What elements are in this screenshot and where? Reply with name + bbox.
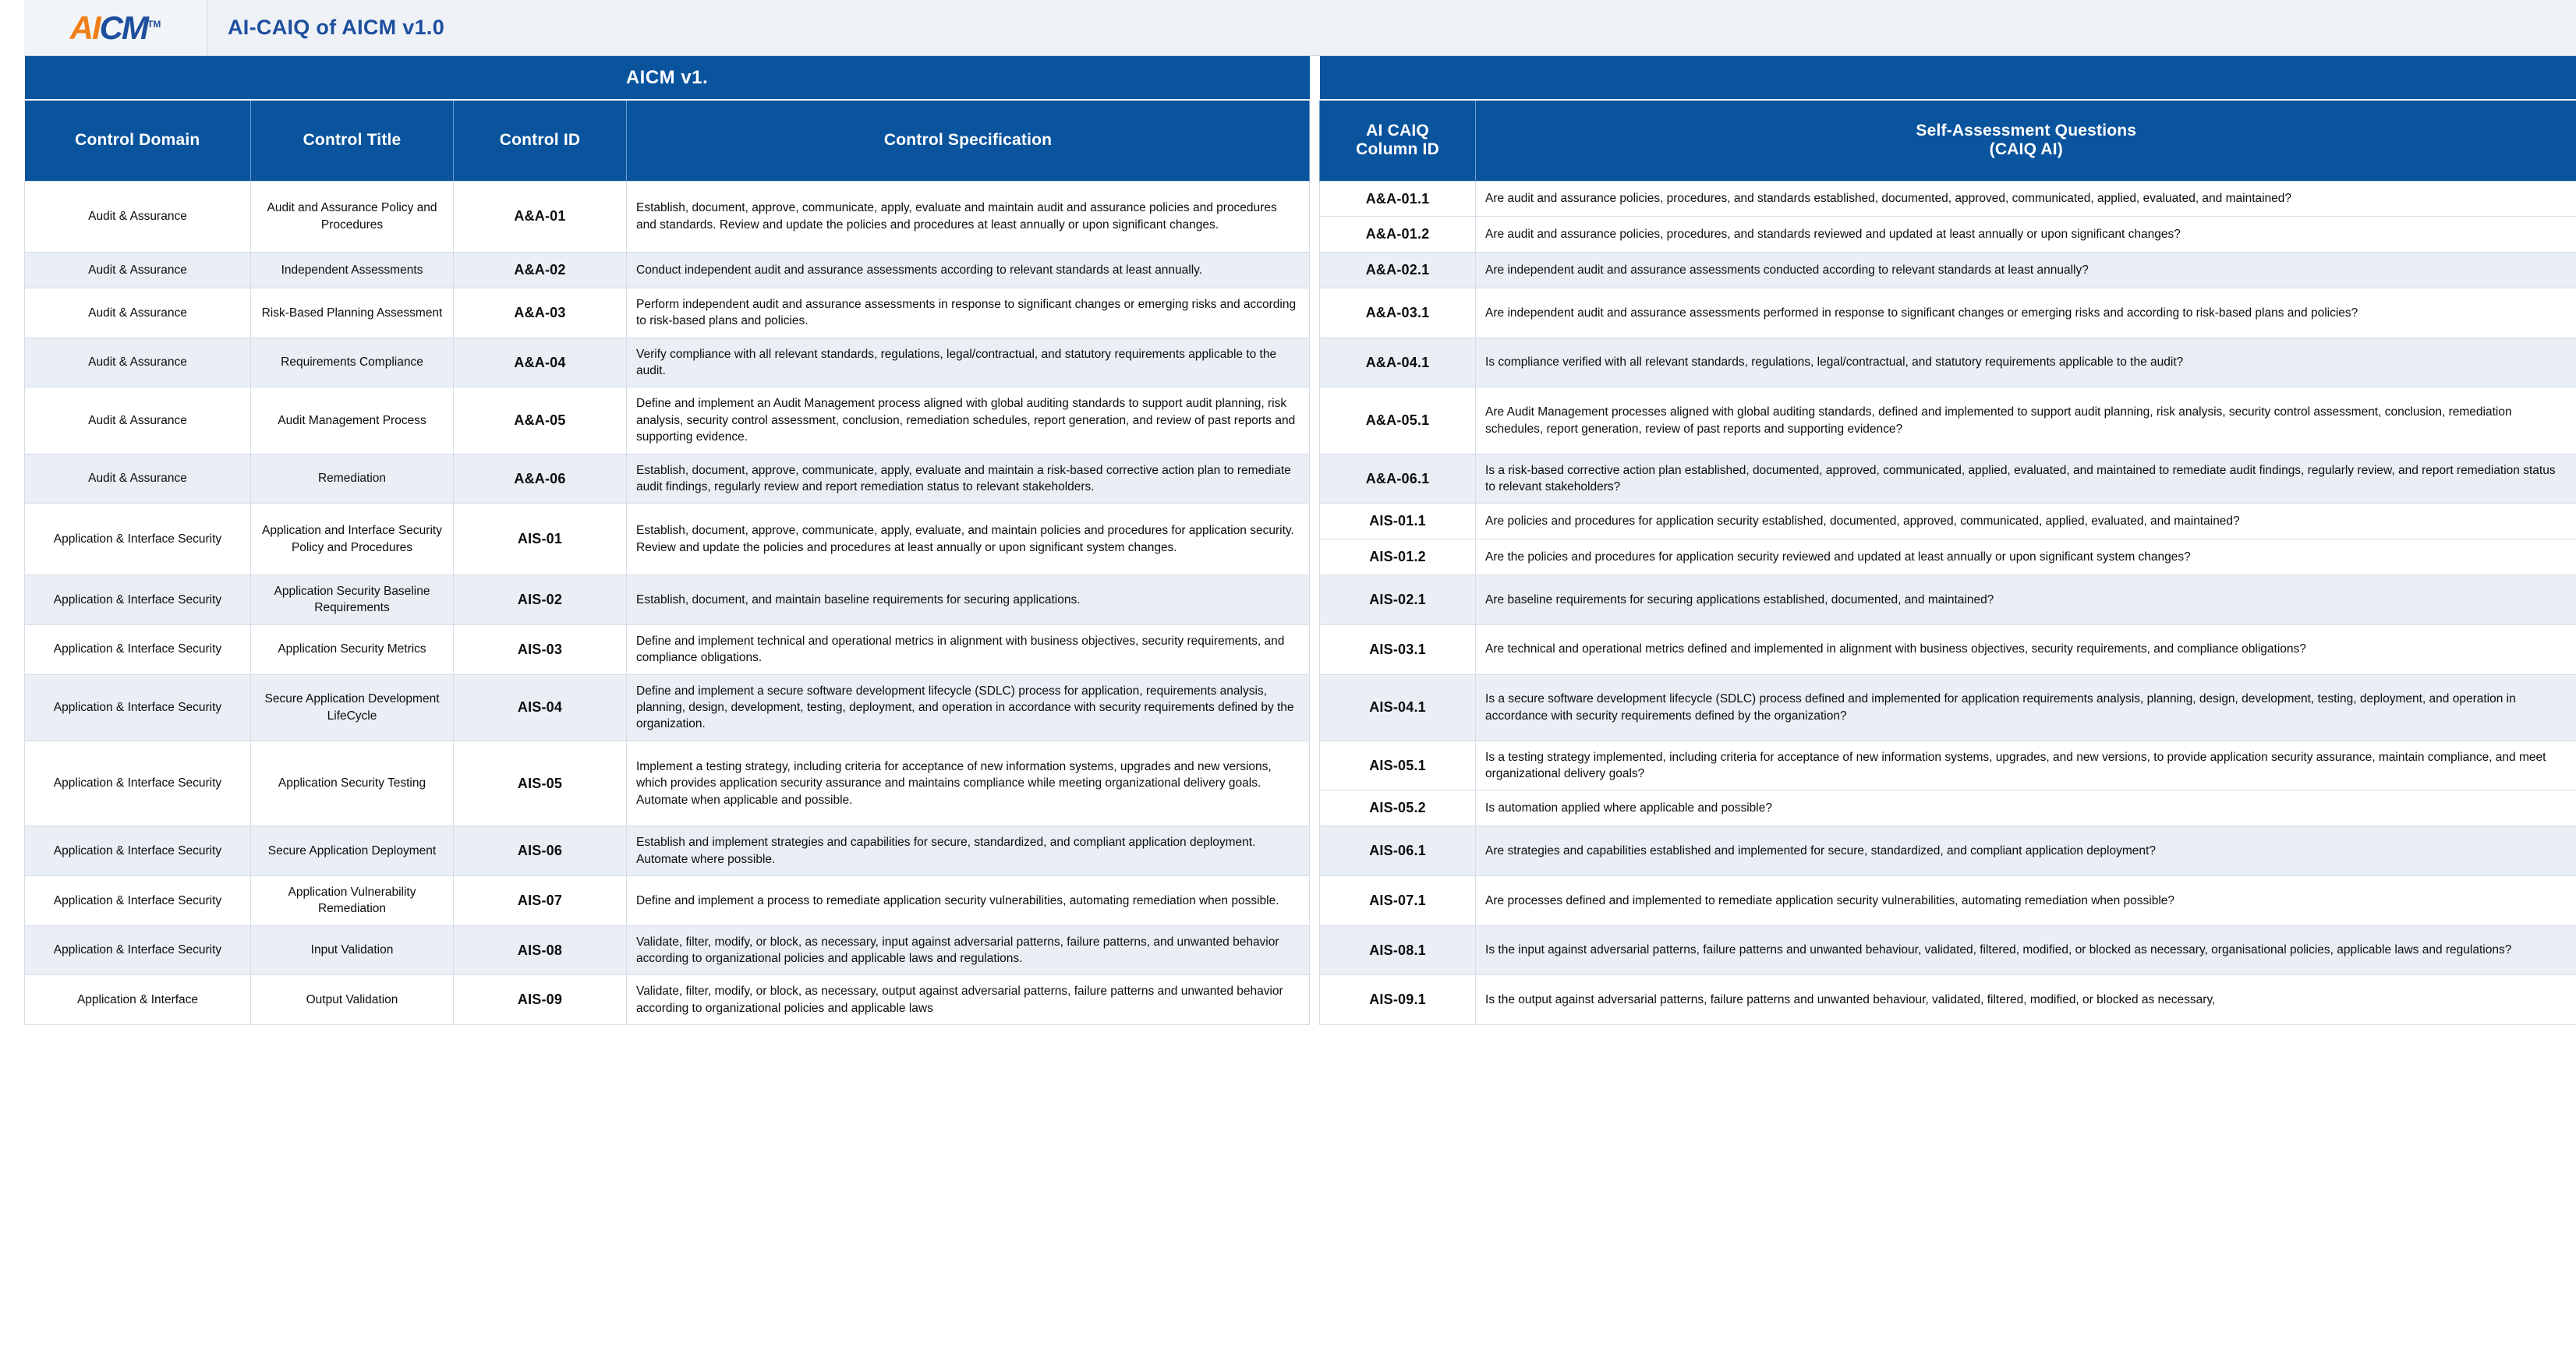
cell-control-domain: Application & Interface Security xyxy=(25,826,251,876)
cell-ai-caiq-column-id: AIS-05.2 xyxy=(1320,790,1476,826)
cell-control-domain: Audit & Assurance xyxy=(25,387,251,454)
table-row xyxy=(25,454,2576,504)
cell-control-domain: Application & Interface Security xyxy=(25,575,251,625)
cell-gap xyxy=(1310,504,1320,575)
cell-self-assessment-question: Are audit and assurance policies, procedures, and standards reviewed and updated at least annually or upon significant changes? xyxy=(1476,217,2576,253)
cell-control-specification: Define and implement a process to remediate application security vulnerabilities, automating remediation when possible. xyxy=(627,875,1310,925)
cell-gap xyxy=(1310,925,1320,975)
cell-ai-caiq-column-id: A&A-04.1 xyxy=(1320,338,1476,387)
logo-cm-text: CM xyxy=(99,9,147,46)
app-header xyxy=(24,0,2576,56)
cell-ai-caiq-column-id: AIS-01.1 xyxy=(1320,504,1476,539)
cell-control-specification: Establish, document, approve, communicate, apply, evaluate and maintain audit and assurance policies and procedures and standards. Review and update the policies and procedures at least annually or upon significant changes. xyxy=(627,181,1310,253)
cell-control-title: Secure Application Development LifeCycle xyxy=(251,674,454,741)
cell-control-title: Application Vulnerability Remediation xyxy=(251,875,454,925)
cell-gap xyxy=(1310,674,1320,741)
table-row xyxy=(25,875,2576,925)
cell-control-title: Audit Management Process xyxy=(251,387,454,454)
cell-ai-caiq-column-id: A&A-06.1 xyxy=(1320,454,1476,504)
cell-control-id: AIS-09 xyxy=(454,975,627,1025)
cell-control-specification: Define and implement technical and operational metrics in alignment with business objectives, security requirements, and compliance obligations. xyxy=(627,624,1310,674)
cell-ai-caiq-column-id: AIS-01.2 xyxy=(1320,539,1476,575)
cell-self-assessment-question: Is a secure software development lifecycle (SDLC) process defined and implemented for application requirements analysis, planning, design, development, testing, deployment, and operation in accordance with security requirements defined by the organization? xyxy=(1476,674,2576,741)
brand-logo xyxy=(24,0,207,55)
cell-control-domain: Application & Interface Security xyxy=(25,674,251,741)
col-header-ai-caiq-line2: Column ID xyxy=(1356,140,1439,159)
cell-gap xyxy=(1310,975,1320,1025)
cell-self-assessment-question: Are processes defined and implemented to remediate application security vulnerabilities, automating remediation when possible? xyxy=(1476,875,2576,925)
cell-control-specification: Implement a testing strategy, including criteria for acceptance of new information systems, upgrades and new versions, which provides application security assurance and maintains compliance while meeting organizational delivery goals. Automate when applicable and possible. xyxy=(627,741,1310,826)
cell-control-specification: Conduct independent audit and assurance assessments according to relevant standards at least annually. xyxy=(627,253,1310,288)
cell-ai-caiq-column-id: A&A-02.1 xyxy=(1320,253,1476,288)
cell-control-domain: Audit & Assurance xyxy=(25,253,251,288)
cell-control-specification: Validate, filter, modify, or block, as necessary, input against adversarial patterns, failure patterns, and unwanted behavior according to organizational policies and applicable laws and regulations. xyxy=(627,925,1310,975)
cell-control-id: AIS-04 xyxy=(454,674,627,741)
cell-self-assessment-question: Are Audit Management processes aligned with global auditing standards, defined and implemented to support audit planning, risk analysis, security control assessment, conclusion, remediation schedules, report generation, review of past reports and supporting evidence? xyxy=(1476,387,2576,454)
cell-gap xyxy=(1310,624,1320,674)
cell-control-id: A&A-05 xyxy=(454,387,627,454)
cell-control-title: Requirements Compliance xyxy=(251,338,454,387)
cell-control-domain: Application & Interface Security xyxy=(25,925,251,975)
cell-self-assessment-question: Is a risk-based corrective action plan established, documented, approved, communicated, applied, evaluated, and maintained to remediate audit findings, regularly review, and report remediation status to relevant stakeholders? xyxy=(1476,454,2576,504)
cell-gap xyxy=(1310,826,1320,876)
col-header-self-assessment-questions[interactable] xyxy=(1476,100,2576,181)
cell-self-assessment-question: Is the input against adversarial patterns, failure patterns and unwanted behaviour, validated, filtered, modified, or blocked as necessary, organisational policies, applicable laws and regulations? xyxy=(1476,925,2576,975)
cell-ai-caiq-column-id: AIS-09.1 xyxy=(1320,975,1476,1025)
cell-ai-caiq-column-id: AIS-06.1 xyxy=(1320,826,1476,876)
cell-gap xyxy=(1310,387,1320,454)
cell-control-title: Application and Interface Security Policy and Procedures xyxy=(251,504,454,575)
cell-control-title: Secure Application Deployment xyxy=(251,826,454,876)
cell-self-assessment-question: Is the output against adversarial patterns, failure patterns and unwanted behaviour, validated, filtered, modified, or blocked as necessary, xyxy=(1476,975,2576,1025)
cell-control-id: AIS-05 xyxy=(454,741,627,826)
cell-control-domain: Audit & Assurance xyxy=(25,181,251,253)
cell-control-id: AIS-07 xyxy=(454,875,627,925)
cell-self-assessment-question: Is a testing strategy implemented, including criteria for acceptance of new information systems, upgrades, and new versions, to provide application security assurance, maintain compliance, and meet organizational delivery goals? xyxy=(1476,741,2576,790)
cell-control-id: A&A-04 xyxy=(454,338,627,387)
cell-control-domain: Audit & Assurance xyxy=(25,454,251,504)
col-header-control-title[interactable]: Control Title xyxy=(251,100,454,181)
cell-self-assessment-question: Are the policies and procedures for application security reviewed and updated at least annually or upon significant system changes? xyxy=(1476,539,2576,575)
cell-self-assessment-question: Are technical and operational metrics defined and implemented in alignment with business objectives, security requirements, and compliance obligations? xyxy=(1476,624,2576,674)
cell-control-domain: Audit & Assurance xyxy=(25,338,251,387)
cell-gap xyxy=(1310,454,1320,504)
caiq-table xyxy=(24,56,2576,1025)
cell-self-assessment-question: Is compliance verified with all relevant standards, regulations, legal/contractual, and statutory requirements applicable to the audit? xyxy=(1476,338,2576,387)
cell-gap xyxy=(1310,575,1320,625)
table-row xyxy=(25,181,2576,217)
table-row xyxy=(25,338,2576,387)
col-header-ai-caiq-line1: AI CAIQ xyxy=(1366,122,1429,140)
cell-ai-caiq-column-id: AIS-08.1 xyxy=(1320,925,1476,975)
cell-control-title: Risk-Based Planning Assessment xyxy=(251,288,454,338)
cell-control-id: AIS-01 xyxy=(454,504,627,575)
cell-control-id: A&A-03 xyxy=(454,288,627,338)
cell-control-title: Remediation xyxy=(251,454,454,504)
band-gap xyxy=(1310,56,1320,100)
cell-control-title: Application Security Baseline Requirements xyxy=(251,575,454,625)
cell-ai-caiq-column-id: AIS-07.1 xyxy=(1320,875,1476,925)
cell-control-specification: Define and implement a secure software development lifecycle (SDLC) process for application, requirements analysis, planning, design, development, testing, deployment, and operation in accordance with security requirements defined by the organization. xyxy=(627,674,1310,741)
table-body xyxy=(25,181,2576,1025)
cell-control-specification: Establish, document, approve, communicate, apply, evaluate, and maintain policies and procedures for application security. Review and update the policies and procedures at least annually or upon significant system changes. xyxy=(627,504,1310,575)
trademark-icon: TM xyxy=(147,18,161,30)
cell-control-id: AIS-02 xyxy=(454,575,627,625)
table-column-header-row xyxy=(25,100,2576,181)
cell-control-domain: Application & Interface Security xyxy=(25,741,251,826)
cell-control-id: AIS-06 xyxy=(454,826,627,876)
cell-control-specification: Establish and implement strategies and capabilities for secure, standardized, and compliant application deployment. Automate where possible. xyxy=(627,826,1310,876)
cell-ai-caiq-column-id: A&A-03.1 xyxy=(1320,288,1476,338)
cell-ai-caiq-column-id: A&A-05.1 xyxy=(1320,387,1476,454)
cell-control-title: Output Validation xyxy=(251,975,454,1025)
cell-gap xyxy=(1310,875,1320,925)
aicm-logo-mark xyxy=(69,9,161,46)
cell-self-assessment-question: Are strategies and capabilities established and implemented for secure, standardized, and compliant application deployment? xyxy=(1476,826,2576,876)
cell-control-title: Independent Assessments xyxy=(251,253,454,288)
table-row xyxy=(25,288,2576,338)
cell-control-id: A&A-01 xyxy=(454,181,627,253)
cell-ai-caiq-column-id: AIS-03.1 xyxy=(1320,624,1476,674)
table-row xyxy=(25,504,2576,539)
cell-ai-caiq-column-id: AIS-05.1 xyxy=(1320,741,1476,790)
caiq-table-container xyxy=(24,56,2576,1025)
table-row xyxy=(25,674,2576,741)
cell-control-domain: Application & Interface Security xyxy=(25,875,251,925)
cell-gap xyxy=(1310,741,1320,826)
cell-control-id: A&A-06 xyxy=(454,454,627,504)
cell-ai-caiq-column-id: A&A-01.1 xyxy=(1320,181,1476,217)
col-header-control-id[interactable]: Control ID xyxy=(454,100,627,181)
page-title: AI-CAIQ of AICM v1.0 xyxy=(228,16,445,39)
table-row xyxy=(25,975,2576,1025)
cell-self-assessment-question: Are independent audit and assurance assessments performed in response to significant changes or emerging risks and according to risk-based plans and policies? xyxy=(1476,288,2576,338)
cell-control-title: Application Security Metrics xyxy=(251,624,454,674)
cell-control-title: Audit and Assurance Policy and Procedures xyxy=(251,181,454,253)
cell-control-specification: Verify compliance with all relevant standards, regulations, legal/contractual, and statutory requirements applicable to the audit. xyxy=(627,338,1310,387)
cell-control-specification: Define and implement an Audit Management process aligned with global auditing standards to support audit planning, risk analysis, security control assessment, conclusion, remediation schedules, report generation, and review of past reports and supporting evidence. xyxy=(627,387,1310,454)
cell-control-domain: Application & Interface xyxy=(25,975,251,1025)
logo-ai-text: AI xyxy=(69,9,100,46)
col-header-self-assessment-line2: (CAIQ AI) xyxy=(1989,140,2063,159)
cell-self-assessment-question: Are independent audit and assurance assessments conducted according to relevant standards at least annually? xyxy=(1476,253,2576,288)
cell-gap xyxy=(1310,253,1320,288)
table-row xyxy=(25,253,2576,288)
cell-ai-caiq-column-id: A&A-01.2 xyxy=(1320,217,1476,253)
cell-control-id: AIS-03 xyxy=(454,624,627,674)
table-row xyxy=(25,624,2576,674)
table-row xyxy=(25,741,2576,790)
band-title-aicm: AICM v1. xyxy=(25,56,1310,100)
cell-control-id: AIS-08 xyxy=(454,925,627,975)
cell-gap xyxy=(1310,288,1320,338)
cell-control-domain: Application & Interface Security xyxy=(25,504,251,575)
cell-control-title: Application Security Testing xyxy=(251,741,454,826)
cell-gap xyxy=(1310,338,1320,387)
col-header-control-specification[interactable]: Control Specification xyxy=(627,100,1310,181)
col-header-gap xyxy=(1310,100,1320,181)
table-row xyxy=(25,826,2576,876)
cell-control-specification: Perform independent audit and assurance assessments in response to significant changes or emerging risks and according to risk-based plans and policies. xyxy=(627,288,1310,338)
cell-control-id: A&A-02 xyxy=(454,253,627,288)
cell-control-title: Input Validation xyxy=(251,925,454,975)
table-band-row xyxy=(25,56,2576,100)
table-header xyxy=(25,56,2576,181)
band-blank-caiqid xyxy=(1320,56,1476,100)
band-blank-questions xyxy=(1476,56,2576,100)
table-row xyxy=(25,925,2576,975)
cell-control-domain: Audit & Assurance xyxy=(25,288,251,338)
cell-ai-caiq-column-id: AIS-02.1 xyxy=(1320,575,1476,625)
cell-gap xyxy=(1310,181,1320,253)
cell-self-assessment-question: Is automation applied where applicable and possible? xyxy=(1476,790,2576,826)
cell-self-assessment-question: Are baseline requirements for securing applications established, documented, and maintained? xyxy=(1476,575,2576,625)
cell-control-domain: Application & Interface Security xyxy=(25,624,251,674)
col-header-control-domain[interactable]: Control Domain xyxy=(25,100,251,181)
cell-self-assessment-question: Are audit and assurance policies, procedures, and standards established, documented, approved, communicated, applied, evaluated, and maintained? xyxy=(1476,181,2576,217)
cell-control-specification: Establish, document, approve, communicate, apply, evaluate and maintain a risk-based corrective action plan to remediate audit findings, regularly review and report remediation status to relevant stakeholders. xyxy=(627,454,1310,504)
cell-ai-caiq-column-id: AIS-04.1 xyxy=(1320,674,1476,741)
table-row xyxy=(25,575,2576,625)
cell-control-specification: Validate, filter, modify, or block, as necessary, output against adversarial patterns, failure patterns and unwanted behavior according to organizational policies and applicable laws xyxy=(627,975,1310,1025)
table-row xyxy=(25,387,2576,454)
cell-self-assessment-question: Are policies and procedures for application security established, documented, approved, communicated, applied, evaluated, and maintained? xyxy=(1476,504,2576,539)
cell-control-specification: Establish, document, and maintain baseline requirements for securing applications. xyxy=(627,575,1310,625)
col-header-ai-caiq-column-id[interactable] xyxy=(1320,100,1476,181)
col-header-self-assessment-line1: Self-Assessment Questions xyxy=(1916,122,2137,140)
